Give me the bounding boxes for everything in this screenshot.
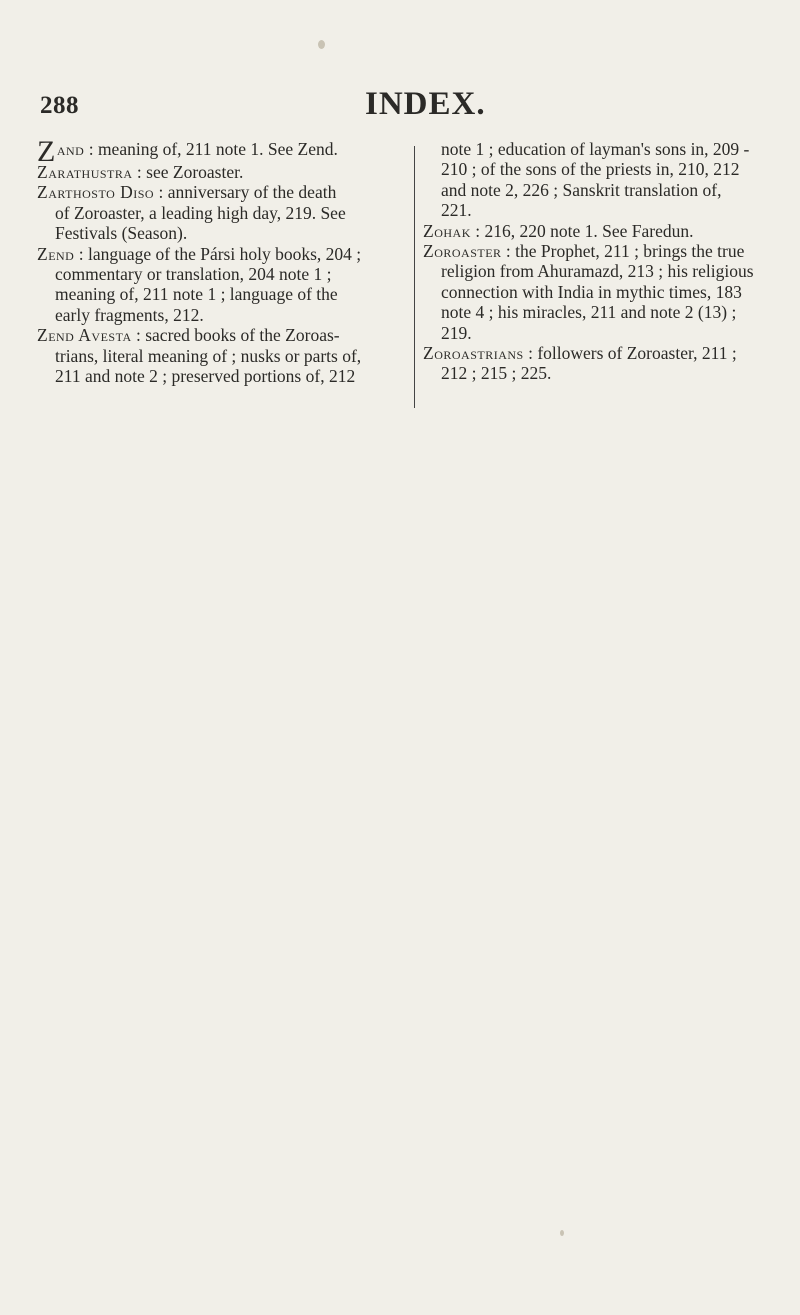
entry-continuation: note 4 ; his miracles, 211 and note 2 (13) ;: [441, 302, 737, 323]
entry-text: : anniversary of the death: [154, 182, 337, 203]
page-number: 288: [40, 92, 79, 119]
entry-text: : see Zoroaster.: [132, 162, 244, 182]
entry-heading: Zarathustra: [37, 162, 133, 182]
column-divider: [414, 146, 415, 408]
entry-continuation: 211 and note 2 ; preserved portions of, 212: [55, 366, 356, 387]
index-entry-zend-avesta: [37, 325, 403, 386]
index-column-right: [423, 139, 789, 384]
entry-heading: Zend: [37, 243, 75, 264]
entry-continuation: 221.: [441, 200, 472, 221]
index-entry-zarthosto-diso: [37, 182, 403, 243]
entry-text: : language of the Pársi holy books, 204 ;: [74, 243, 362, 264]
index-column-left: [37, 135, 403, 387]
entry-continuation: note 1 ; education of layman's sons in, 209 -: [441, 139, 750, 159]
entry-continuation: 210 ; of the sons of the priests in, 210, 212: [441, 159, 740, 180]
entry-continuation: religion from Ahuramazd, 213 ; his religious: [441, 261, 754, 282]
index-entry-zend-avesta-continued: [423, 139, 789, 221]
entry-heading: Zohak: [423, 220, 471, 241]
entry-heading: Zend Avesta: [37, 325, 132, 346]
entry-text: : meaning of, 211 note 1. See Zend.: [84, 139, 338, 159]
entry-continuation: trians, literal meaning of ; nusks or parts of,: [55, 345, 362, 366]
entry-continuation: meaning of, 211 note 1 ; language of the: [55, 284, 338, 305]
drop-cap: Z: [37, 135, 56, 168]
entry-continuation: connection with India in mythic times, 183: [441, 281, 742, 302]
entry-continuation: 212 ; 215 ; 225.: [441, 363, 552, 384]
paper-speck: [560, 1230, 564, 1236]
index-entry-zoroastrians: [423, 343, 789, 384]
paper-speck: [318, 40, 325, 49]
index-entry-zoroaster: [423, 241, 789, 343]
entry-heading: Zarthosto Diso: [37, 182, 155, 203]
entry-continuation: 219.: [441, 322, 472, 343]
index-entry-zarathustra: [37, 162, 403, 182]
entry-continuation: and note 2, 226 ; Sanskrit translation of,: [441, 179, 722, 200]
entry-heading: Zoroastrians: [423, 343, 524, 364]
entry-continuation: commentary or translation, 204 note 1 ;: [55, 264, 332, 285]
entry-heading: Zand: [37, 135, 85, 168]
entry-text: : the Prophet, 211 ; brings the true: [501, 241, 745, 262]
index-entry-zend: [37, 244, 403, 326]
entry-text: : 216, 220 note 1. See Faredun.: [470, 220, 694, 241]
entry-continuation: of Zoroaster, a leading high day, 219. See: [55, 202, 346, 223]
entry-text: : sacred books of the Zoroas-: [131, 325, 340, 346]
entry-heading: Zoroaster: [423, 241, 502, 262]
entry-continuation: Festivals (Season).: [55, 223, 188, 244]
entry-text: : followers of Zoroaster, 211 ;: [523, 343, 737, 364]
entry-continuation: early fragments, 212.: [55, 304, 204, 325]
index-entry-zohak: [423, 221, 789, 241]
page-title: INDEX.: [365, 86, 486, 122]
index-entry-zand: [37, 135, 403, 168]
